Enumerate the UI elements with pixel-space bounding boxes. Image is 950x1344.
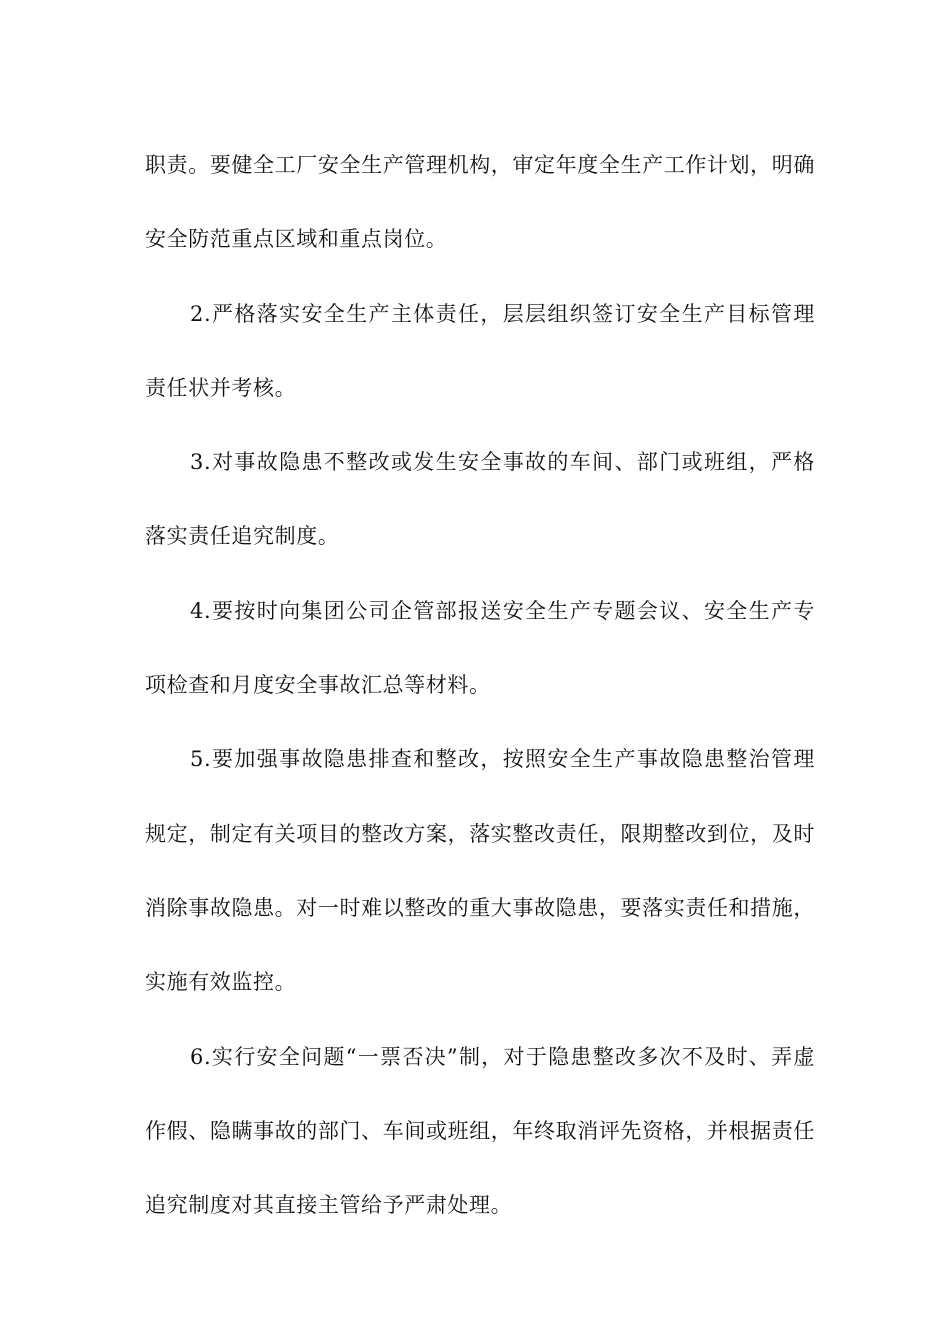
paragraph-item-3: 3.对事故隐患不整改或发生安全事故的车间、部门或班组，严格落实责任追究制度。	[145, 450, 815, 549]
paragraph-item-2: 2.严格落实安全生产主体责任，层层组织签订安全生产目标管理责任状并考核。	[145, 301, 815, 400]
paragraph-item-6: 6.实行安全问题“一票否决”制，对于隐患整改多次不及时、弄虚作假、隐瞒事故的部门、车间或班组，年终取消评先资格，并根据责任追究制度对其直接主管给予严肃处理。	[145, 1044, 815, 1218]
paragraph-item-5: 5.要加强事故隐患排查和整改，按照安全生产事故隐患整治管理规定，制定有关项目的整改方案，落实整改责任，限期整改到位，及时消除事故隐患。对一时难以整改的重大事故隐患，要落实责任和措施，实施有效监控。	[145, 747, 815, 995]
paragraph-continuation: 职责。要健全工厂安全生产管理机构，审定年度全生产工作计划，明确安全防范重点区域和重点岗位。	[145, 153, 815, 252]
document-body	[145, 128, 815, 1242]
paragraph-item-4: 4.要按时向集团公司企管部报送安全生产专题会议、安全生产专项检查和月度安全事故汇总等材料。	[145, 598, 815, 698]
